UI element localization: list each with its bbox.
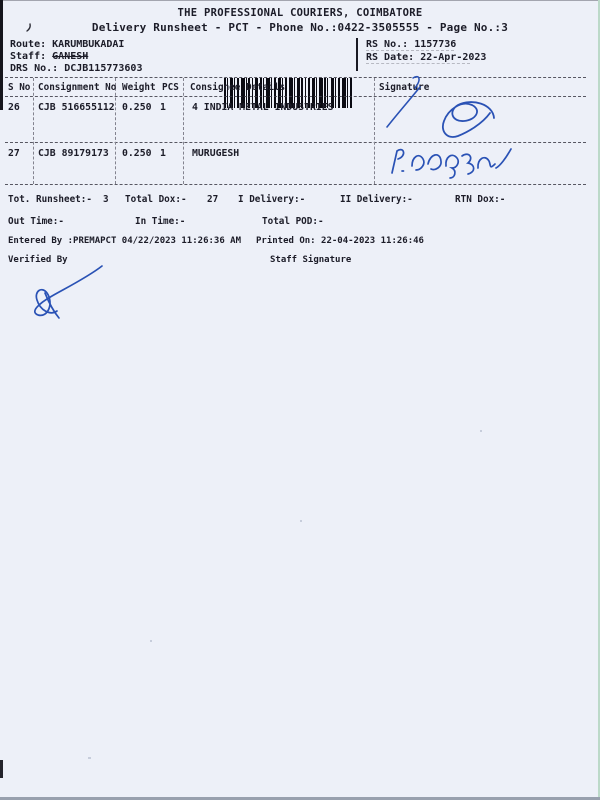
table-rule-row: [5, 142, 586, 143]
signature-verified-by: [35, 266, 102, 318]
rtn-dox-label: RTN Dox:-: [455, 194, 506, 205]
col-header-pcs: PCS: [162, 82, 179, 93]
col-header-consignee: Consignee Details: [190, 82, 286, 93]
col-header-consignment: Consignment No: [38, 82, 117, 93]
printed-on-line: Printed On: 22-04-2023 11:26:46: [256, 236, 424, 246]
in-time-label: In Time:-: [135, 216, 186, 227]
verified-by-label: Verified By: [8, 255, 68, 265]
rs-date-line: [366, 52, 486, 63]
route-value: KARUMBUKADAI: [52, 39, 125, 50]
staff-signature-label: Staff Signature: [270, 255, 352, 265]
tot-runsheet-label: Tot. Runsheet:-: [8, 194, 92, 205]
table-rule-top: [5, 77, 586, 78]
table-rule-bottom: [5, 184, 586, 185]
row-sno: 27: [8, 148, 20, 159]
total-pod-label: Total POD:-: [262, 216, 324, 227]
rs-no-label: RS No.:: [366, 39, 409, 50]
paper-speck: [480, 430, 482, 432]
route-line: [10, 39, 124, 50]
rs-no-line: [366, 39, 456, 50]
table-col-line-3: [183, 78, 184, 184]
rs-date-value: 22-Apr-2023: [420, 52, 487, 63]
company-title: THE PROFESSIONAL COURIERS, COIMBATORE: [177, 7, 423, 19]
table-rule-header: [5, 96, 586, 97]
i-delivery-label: I Delivery:-: [238, 194, 306, 205]
paper-speck: [150, 640, 152, 642]
paper-speck: [300, 520, 302, 522]
table-col-line-1: [33, 78, 34, 184]
drs-label: DRS No.:: [10, 63, 59, 74]
route-label: Route:: [10, 39, 47, 50]
drs-value: DCJB115773603: [64, 63, 143, 74]
row-consignment: CJB 516655112: [38, 102, 115, 113]
scan-edge-top: [0, 0, 600, 1]
paper-speck: [88, 757, 91, 759]
staff-label: Staff:: [10, 51, 47, 62]
rs-date-underline: [366, 63, 470, 64]
entered-by-line: Entered By :PREMAPCT 04/22/2023 11:26:36 AM: [8, 236, 241, 246]
row-pcs: 1: [160, 102, 166, 113]
col-header-signature: Signature: [379, 82, 430, 93]
rs-date-label: RS Date:: [366, 52, 415, 63]
row-weight: 0.250: [122, 148, 152, 159]
out-time-label: Out Time:-: [8, 216, 64, 227]
runsheet-subtitle: Delivery Runsheet - PCT - Phone No.:0422-3505555 - Page No.:3: [91, 21, 509, 34]
drs-line: [10, 63, 142, 74]
tot-runsheet-value: 3: [103, 194, 109, 205]
scan-edge-left-mark: [0, 760, 3, 778]
col-header-weight: Weight: [122, 82, 156, 93]
rs-no-value: 1157736: [414, 39, 457, 50]
row-consignee: MURUGESH: [192, 148, 240, 159]
ii-delivery-label: II Delivery:-: [340, 194, 413, 205]
total-dox-value: 27: [207, 194, 219, 205]
col-header-sno: S No: [8, 82, 31, 93]
row-sno: 26: [8, 102, 20, 113]
signature-row-2: [392, 149, 511, 178]
staff-value: GANESH: [52, 51, 89, 62]
table-col-line-4: [374, 78, 375, 184]
row-weight: 0.250: [122, 102, 152, 113]
table-col-line-2: [115, 78, 116, 184]
row-consignment: CJB 89179173: [38, 148, 109, 159]
total-dox-label: Total Dox:-: [125, 194, 187, 205]
rs-no-underline: [366, 50, 454, 51]
rs-barcode: [224, 40, 354, 146]
row-pcs: 1: [160, 148, 166, 159]
row-consignee: 4 INDIA METAL INDUSTRIES: [192, 102, 334, 113]
rs-info-divider: [356, 38, 358, 71]
staff-line: [10, 51, 88, 62]
